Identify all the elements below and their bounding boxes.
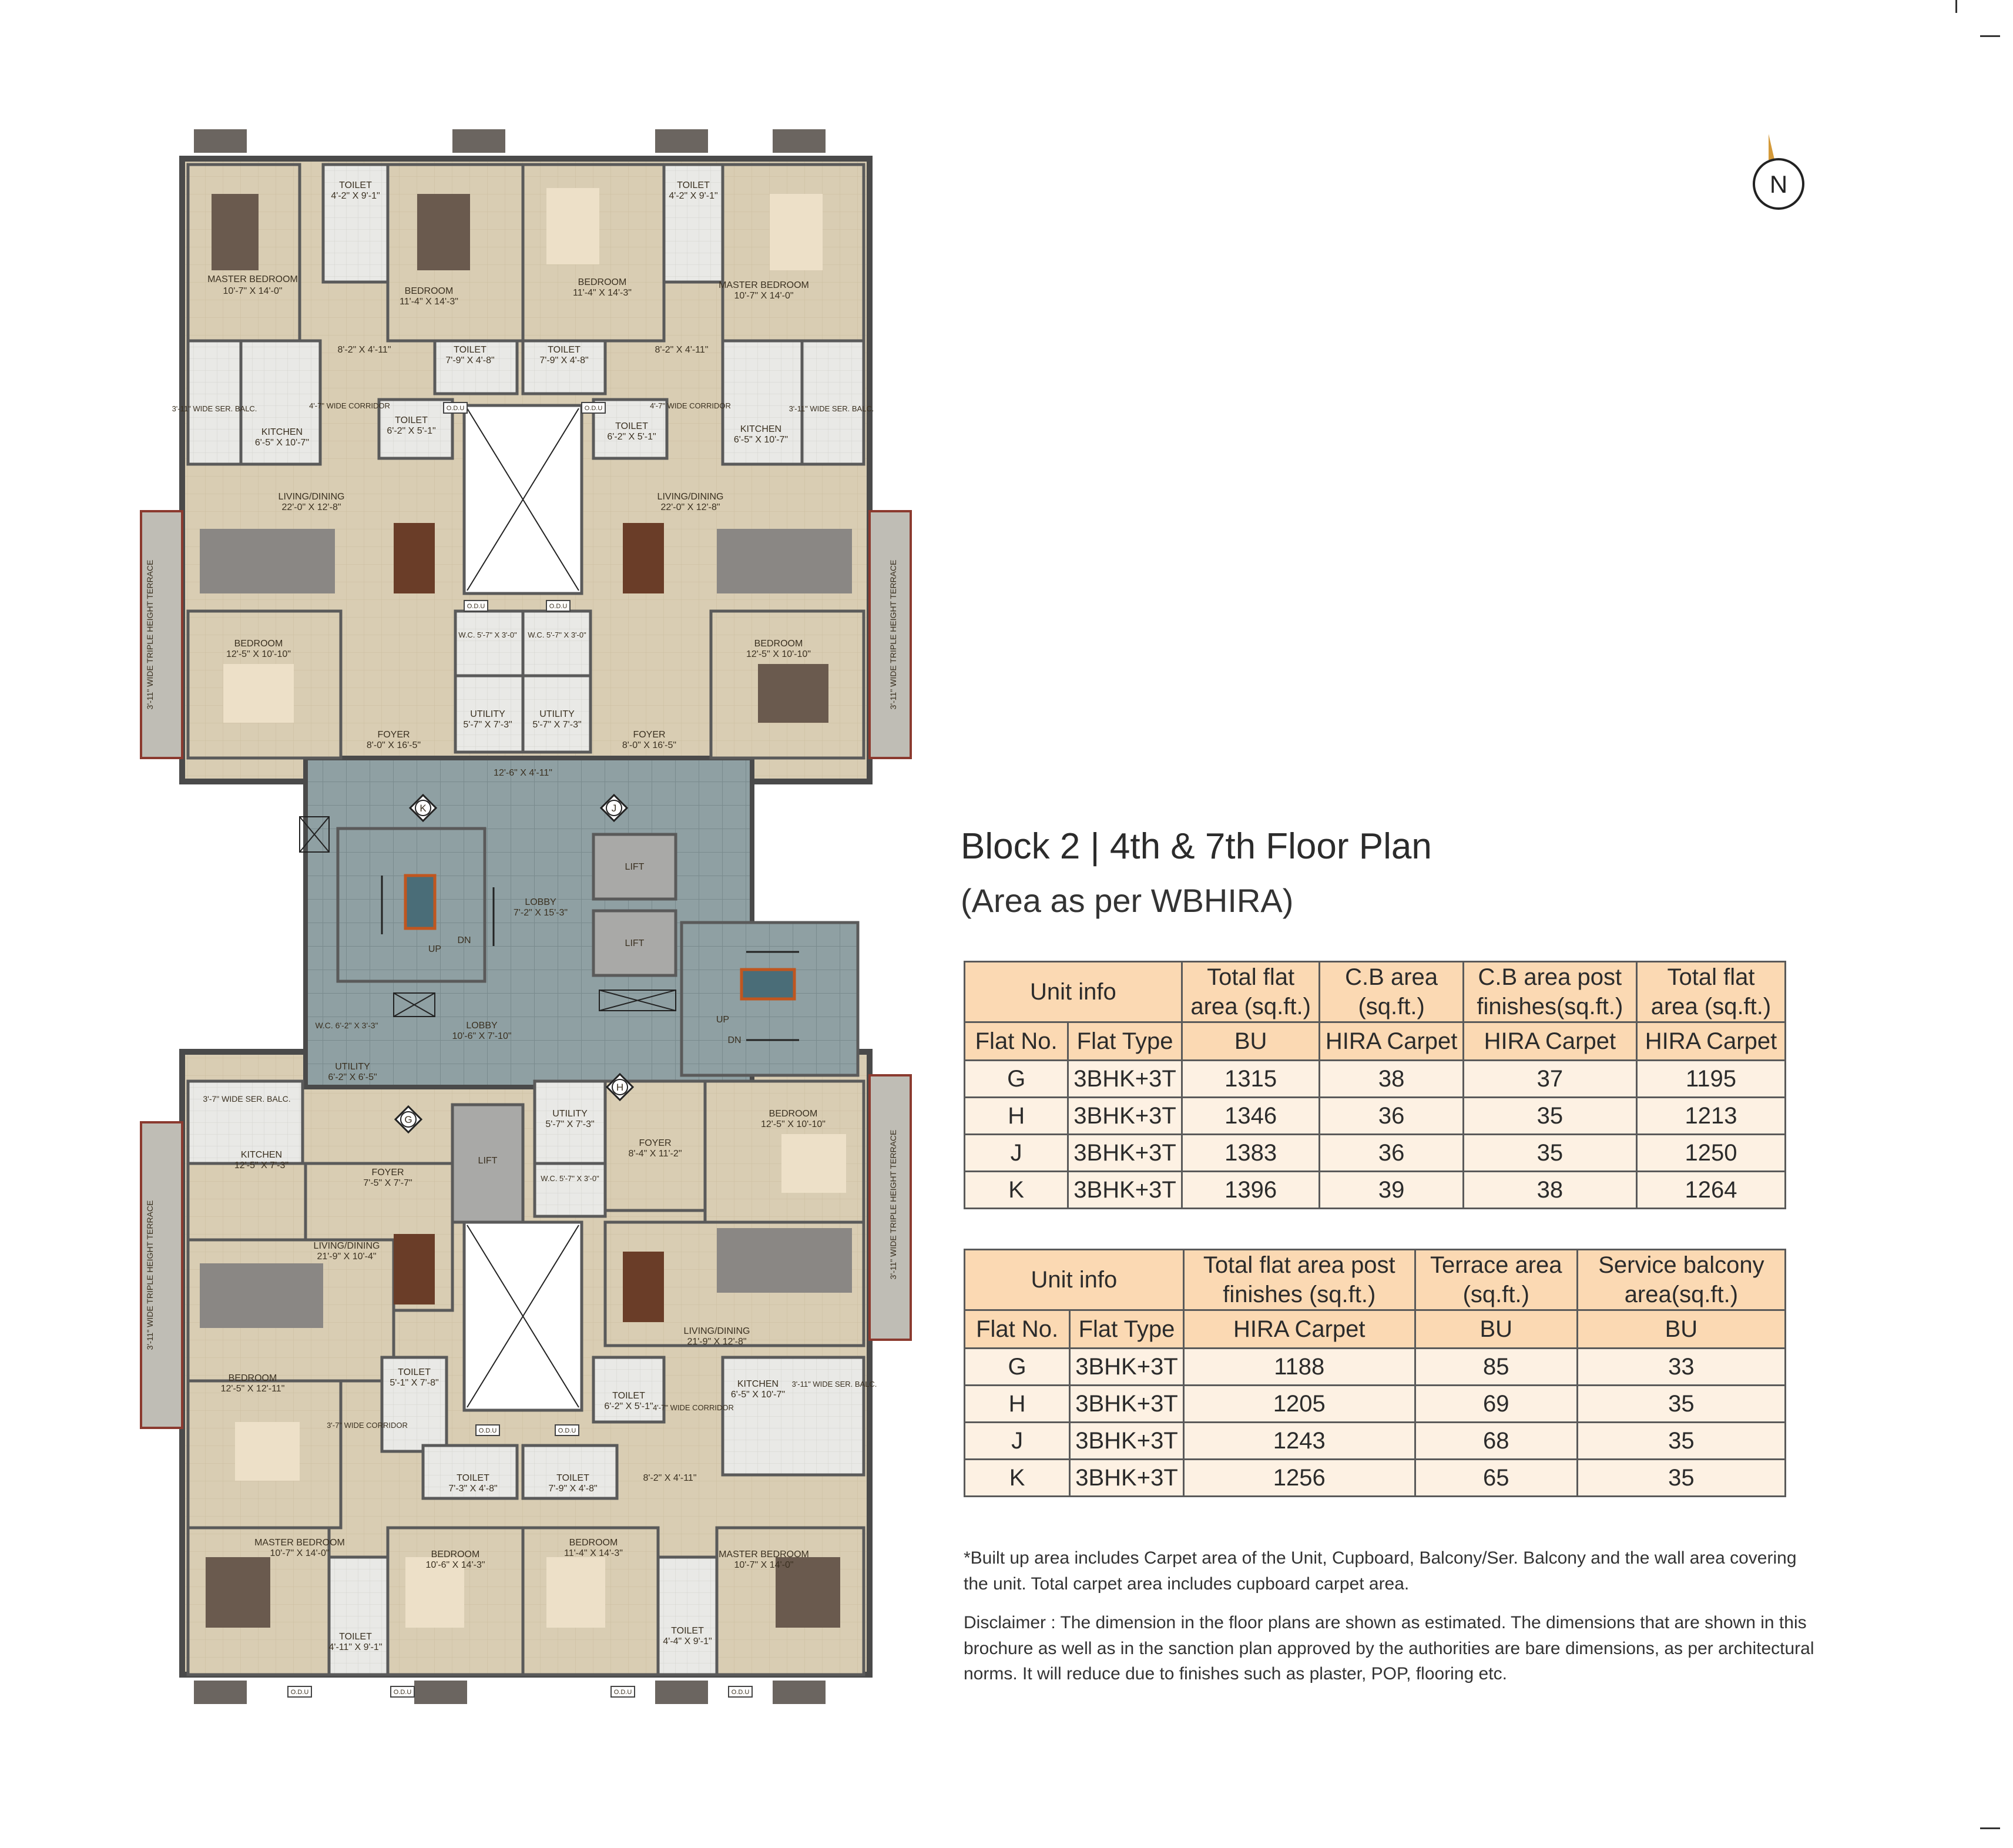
table-cell: 38: [1320, 1061, 1463, 1098]
table-cell: 39: [1320, 1172, 1463, 1209]
room-label: FOYER: [371, 1168, 404, 1178]
room-label: LIVING/DINING: [313, 1241, 380, 1251]
room-label: TOILET: [395, 415, 428, 425]
table-row: [965, 1135, 1786, 1172]
room-label: TOILET: [339, 1632, 372, 1642]
room-label: W.C. 5'-7" X 3'-0": [458, 630, 517, 639]
room-dim: 10'-7" X 14'-0": [270, 1548, 330, 1558]
room-label: MASTER BEDROOM: [207, 274, 298, 284]
room-dim: 21'-9" X 12'-8": [687, 1337, 747, 1347]
room-dim: 6'-2" X 6'-5": [328, 1072, 377, 1082]
room-dim: 8'-0" X 16'-5": [366, 740, 421, 750]
table-cell: J: [965, 1423, 1070, 1460]
table-subheader: Flat Type: [1070, 1310, 1184, 1349]
stair-label: DN: [457, 935, 471, 945]
room-dim: 4'-2" X 9'-1": [669, 191, 718, 201]
room-label: LIVING/DINING: [683, 1326, 750, 1336]
room-dim: 10'-7" X 14'-0": [734, 291, 794, 301]
table-cell: 3BHK+3T: [1070, 1423, 1184, 1460]
terrace-label: 3'-11" WIDE TRIPLE HEIGHT TERRACE: [145, 1200, 155, 1350]
crop-mark: [1980, 1827, 2000, 1829]
unit-marker-g: G: [404, 1114, 412, 1125]
table-subheader: HIRA Carpet: [1320, 1022, 1463, 1061]
unit-marker-j: J: [611, 803, 617, 814]
room-label: BEDROOM: [569, 1538, 618, 1548]
room-dim: 8'-0" X 16'-5": [622, 740, 677, 750]
odu-label: O.D.U: [290, 1689, 309, 1696]
table-header: C.B area post finishes(sq.ft.): [1463, 962, 1636, 1022]
room-label: TOILET: [339, 180, 372, 190]
room-dim: 12'-5" X 10'-10": [746, 649, 811, 659]
table-cell: 1205: [1183, 1386, 1415, 1423]
room-label: TOILET: [457, 1473, 489, 1483]
room-label: MASTER BEDROOM: [254, 1538, 345, 1548]
room-label: LIVING/DINING: [278, 492, 345, 502]
area-table-2: [964, 1249, 1786, 1497]
room-label: 4'-7" WIDE CORRIDOR: [309, 401, 390, 410]
table-subheader: Flat No.: [965, 1022, 1068, 1061]
room-label: BEDROOM: [578, 277, 627, 287]
room-dim: 5'-7" X 7'-3": [532, 720, 582, 730]
room-dim: 7'-5" X 7'-7": [363, 1178, 412, 1188]
odu-label: O.D.U: [467, 603, 485, 610]
table-row: [965, 1386, 1786, 1423]
stair-label: UP: [428, 944, 442, 954]
table-header: Service balcony area(sq.ft.): [1577, 1250, 1785, 1310]
builtup-note: *Built up area includes Carpet area of the Unit, Cupboard, Balcony/Ser. Balcony and the wall area covering the unit. Total carpet area includes cupboard carpet area.: [964, 1548, 1797, 1594]
stair-label: UP: [716, 1015, 730, 1025]
room-label: 3'-7" WIDE SER. BALC.: [203, 1094, 291, 1104]
table-cell: 35: [1577, 1423, 1785, 1460]
room-dim: 6'-2" X 5'-1": [607, 432, 656, 442]
table-row: [965, 1061, 1786, 1098]
room-label: MASTER BEDROOM: [719, 1549, 809, 1559]
table-cell: 36: [1320, 1098, 1463, 1135]
table-header: Unit info: [965, 962, 1182, 1022]
room-label: TOILET: [556, 1473, 589, 1483]
table-cell: 1188: [1183, 1349, 1415, 1386]
table-subheader: Flat No.: [965, 1310, 1070, 1349]
room-label: LIVING/DINING: [657, 492, 724, 502]
room-dim: 10'-7" X 14'-0": [734, 1560, 794, 1570]
room-dim: 6'-2" X 5'-1": [604, 1401, 653, 1411]
disclaimer-note: Disclaimer : The dimension in the floor plans are shown as estimated. The dimensions that are shown in this brochure as well as in the sanction plan approved by the authorities are bare dimensions, as per architectural norms. It will reduce due to finishes such as plaster, POP, flooring etc.: [964, 1613, 1814, 1683]
room-label: UTILITY: [335, 1062, 370, 1072]
table-cell: 33: [1577, 1349, 1785, 1386]
table-cell: J: [965, 1135, 1068, 1172]
room-dim: 6'-5" X 10'-7": [254, 438, 310, 448]
table-cell: G: [965, 1061, 1068, 1098]
room-dim: 4'-2" X 9'-1": [331, 191, 380, 201]
table-cell: 36: [1320, 1135, 1463, 1172]
table-row: [965, 1172, 1786, 1209]
table-cell: 3BHK+3T: [1068, 1061, 1182, 1098]
room-dim: 12'-5" X 12'-11": [220, 1384, 285, 1394]
area-table-1: [964, 961, 1786, 1209]
room-label: FOYER: [633, 730, 666, 740]
odu-label: O.D.U: [558, 1427, 576, 1434]
terrace-label: 3'-11" WIDE TRIPLE HEIGHT TERRACE: [145, 559, 155, 710]
odu-label: O.D.U: [446, 405, 465, 412]
room-label: KITCHEN: [261, 427, 303, 437]
room-dim: 5'-7" X 7'-3": [545, 1119, 595, 1129]
table-header: Total flat area post finishes (sq.ft.): [1183, 1250, 1415, 1310]
floor-plan: [135, 123, 917, 1710]
table-cell: 37: [1463, 1061, 1636, 1098]
odu-label: O.D.U: [731, 1689, 750, 1696]
room-label: 3'-11" WIDE SER. BALC.: [172, 404, 257, 413]
room-dim: 5'-1" X 7'-8": [390, 1378, 439, 1388]
table-cell: 69: [1415, 1386, 1577, 1423]
page-title: Block 2 | 4th & 7th Floor Plan: [961, 826, 1432, 867]
table-cell: 3BHK+3T: [1070, 1460, 1184, 1497]
room-dim: 6'-5" X 10'-7": [733, 435, 789, 445]
odu-label: O.D.U: [478, 1427, 497, 1434]
room-dim: 12'-6" X 4'-11": [494, 768, 552, 778]
table-subheader: HIRA Carpet: [1636, 1022, 1785, 1061]
table-cell: 38: [1463, 1172, 1636, 1209]
table-cell: 3BHK+3T: [1070, 1386, 1184, 1423]
room-dim: 4'-11" X 9'-1": [328, 1642, 383, 1652]
table-cell: 85: [1415, 1349, 1577, 1386]
compass-label: N: [1769, 170, 1788, 198]
room-label: 4'-7" WIDE CORRIDOR: [653, 1403, 734, 1412]
room-label: BEDROOM: [404, 286, 454, 296]
room-dim: 6'-5" X 10'-7": [730, 1390, 786, 1400]
room-dim: 11'-4" X 14'-3": [400, 297, 458, 307]
odu-label: O.D.U: [393, 1689, 412, 1696]
room-dim: 10'-6" X 14'-3": [425, 1560, 485, 1570]
room-label: BEDROOM: [754, 639, 803, 649]
room-label: KITCHEN: [240, 1150, 283, 1160]
room-label: FOYER: [377, 730, 410, 740]
table-cell: 35: [1577, 1386, 1785, 1423]
page-subtitle: (Area as per WBHIRA): [961, 882, 1294, 919]
lift-label: LIFT: [478, 1156, 498, 1166]
room-label: BEDROOM: [234, 639, 283, 649]
room-label: 3'-7" WIDE CORRIDOR: [327, 1421, 408, 1430]
table-cell: 1256: [1183, 1460, 1415, 1497]
table-header: Unit info: [965, 1250, 1184, 1310]
room-label: TOILET: [398, 1367, 431, 1377]
room-label: TOILET: [677, 180, 710, 190]
terrace-label: 3'-11" WIDE TRIPLE HEIGHT TERRACE: [888, 1129, 898, 1280]
table-cell: 35: [1463, 1135, 1636, 1172]
room-label: 3'-11" WIDE SER. BALC.: [791, 1380, 877, 1388]
room-label: TOILET: [548, 345, 581, 355]
room-dim: 7'-2" X 15'-3": [513, 908, 568, 918]
room-dim: 22'-0" X 12'-8": [281, 502, 341, 512]
room-label: LOBBY: [525, 897, 556, 907]
table-cell: K: [965, 1172, 1068, 1209]
room-dim: 7'-9" X 4'-8": [539, 355, 589, 365]
table-cell: 1250: [1636, 1135, 1785, 1172]
table-cell: 1195: [1636, 1061, 1785, 1098]
room-label: FOYER: [639, 1138, 672, 1148]
room-dim: 10'-6" X 7'-10": [452, 1031, 512, 1041]
table-cell: 1264: [1636, 1172, 1785, 1209]
room-label: KITCHEN: [737, 1379, 779, 1389]
table-row: [965, 1349, 1786, 1386]
room-label: W.C. 6'-2" X 3'-3": [315, 1021, 378, 1030]
table-subheader: HIRA Carpet: [1463, 1022, 1636, 1061]
table-header: C.B area (sq.ft.): [1320, 962, 1463, 1022]
room-dim: 8'-4" X 11'-2": [628, 1149, 682, 1159]
room-label: BEDROOM: [769, 1109, 818, 1119]
lift-label: LIFT: [625, 938, 645, 948]
room-dim: 5'-7" X 7'-3": [463, 720, 512, 730]
room-dim: 8'-2" X 4'-11": [643, 1473, 697, 1483]
table-cell: 1243: [1183, 1423, 1415, 1460]
table-cell: 1346: [1182, 1098, 1320, 1135]
odu-label: O.D.U: [549, 603, 568, 610]
room-label: BEDROOM: [431, 1549, 480, 1559]
odu-label: O.D.U: [584, 405, 603, 412]
room-label: UTILITY: [470, 709, 505, 719]
table-cell: H: [965, 1098, 1068, 1135]
room-dim: 8'-2" X 4'-11": [655, 345, 709, 355]
table-cell: 3BHK+3T: [1070, 1349, 1184, 1386]
room-label: UTILITY: [552, 1109, 588, 1119]
room-label: W.C. 5'-7" X 3'-0": [541, 1174, 599, 1183]
terrace-label: 3'-11" WIDE TRIPLE HEIGHT TERRACE: [888, 559, 898, 710]
table-header: Total flat area (sq.ft.): [1182, 962, 1320, 1022]
stair-label: DN: [727, 1035, 742, 1045]
table-cell: 35: [1463, 1098, 1636, 1135]
table-header: Total flat area (sq.ft.): [1636, 962, 1785, 1022]
room-dim: 10'-7" X 14'-0": [223, 286, 283, 296]
room-dim: 7'-3" X 4'-8": [448, 1484, 498, 1494]
table-subheader: BU: [1182, 1022, 1320, 1061]
table-cell: 1213: [1636, 1098, 1785, 1135]
table-header: Terrace area (sq.ft.): [1415, 1250, 1577, 1310]
table-cell: 68: [1415, 1423, 1577, 1460]
room-label: TOILET: [671, 1626, 704, 1636]
room-label: LOBBY: [466, 1021, 498, 1031]
room-dim: 4'-4" X 9'-1": [663, 1636, 712, 1646]
room-label: MASTER BEDROOM: [719, 280, 809, 290]
room-dim: 21'-9" X 10'-4": [317, 1252, 377, 1262]
crop-mark: [1980, 35, 2000, 37]
table-cell: 1396: [1182, 1172, 1320, 1209]
table-row: [965, 1098, 1786, 1135]
room-dim: 12'-5" X 10'-10": [761, 1119, 826, 1129]
table-subheader: Flat Type: [1068, 1022, 1182, 1061]
table-subheader: BU: [1415, 1310, 1577, 1349]
table-subheader: HIRA Carpet: [1183, 1310, 1415, 1349]
north-compass-icon: [1742, 128, 1807, 216]
unit-marker-k: K: [420, 803, 427, 814]
room-dim: 6'-2" X 5'-1": [387, 426, 436, 436]
room-label: TOILET: [612, 1391, 645, 1401]
table-cell: 3BHK+3T: [1068, 1172, 1182, 1209]
table-cell: G: [965, 1349, 1070, 1386]
table-cell: H: [965, 1386, 1070, 1423]
room-label: BEDROOM: [228, 1373, 277, 1383]
lift-label: LIFT: [625, 862, 645, 872]
table-cell: 1383: [1182, 1135, 1320, 1172]
room-dim: 22'-0" X 12'-8": [660, 502, 720, 512]
room-dim: 7'-9" X 4'-8": [548, 1484, 598, 1494]
room-dim: 12'-5" X 10'-10": [226, 649, 291, 659]
room-dim: 7'-9" X 4'-8": [445, 355, 495, 365]
room-label: UTILITY: [539, 709, 575, 719]
room-dim: 11'-4" X 14'-3": [564, 1548, 623, 1558]
room-dim: 11'-4" X 14'-3": [573, 288, 632, 298]
room-label: TOILET: [615, 421, 648, 431]
table-row: [965, 1423, 1786, 1460]
unit-marker-h: H: [616, 1082, 624, 1093]
crop-mark: [1955, 0, 1957, 13]
room-label: KITCHEN: [740, 424, 782, 434]
table-cell: 35: [1577, 1460, 1785, 1497]
table-cell: 1315: [1182, 1061, 1320, 1098]
table-cell: K: [965, 1460, 1070, 1497]
table-row: [965, 1460, 1786, 1497]
table-cell: 3BHK+3T: [1068, 1135, 1182, 1172]
room-label: 4'-7" WIDE CORRIDOR: [650, 401, 731, 410]
room-dim: 12'-5" X 7'-3": [234, 1161, 289, 1170]
table-subheader: BU: [1577, 1310, 1785, 1349]
table-cell: 3BHK+3T: [1068, 1098, 1182, 1135]
odu-label: O.D.U: [613, 1689, 632, 1696]
table-cell: 65: [1415, 1460, 1577, 1497]
room-label: 3'-11" WIDE SER. BALC.: [789, 404, 874, 413]
room-label: W.C. 5'-7" X 3'-0": [528, 630, 586, 639]
room-dim: 8'-2" X 4'-11": [337, 345, 391, 355]
room-label: TOILET: [454, 345, 487, 355]
